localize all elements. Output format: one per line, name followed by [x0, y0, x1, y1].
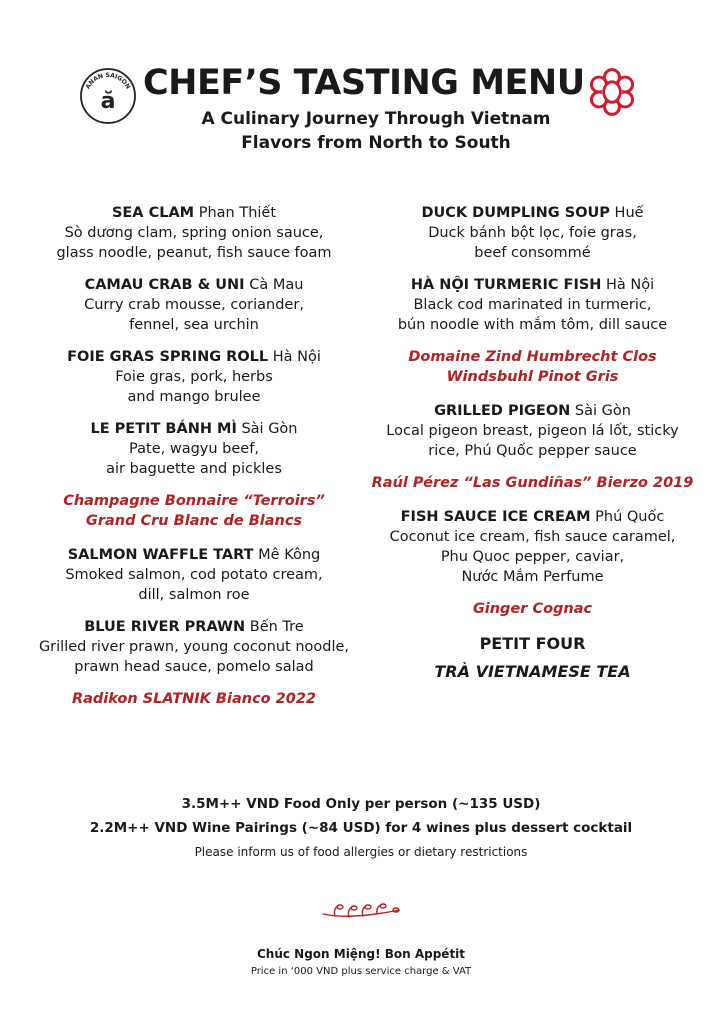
dish-fish-sauce-ice-cream [360, 507, 705, 587]
dish-desc: Coconut ice cream, fish sauce caramel, [389, 529, 676, 545]
dish-name: FISH SAUCE ICE CREAM [400, 509, 591, 525]
dish-desc: Nước Mắm Perfume [461, 569, 604, 585]
dish-name: GRILLED PIGEON [434, 403, 571, 419]
wine-pairing [360, 347, 705, 387]
dish-desc: Phu Quoc pepper, caviar, [440, 549, 625, 565]
dish-origin: Sài Gòn [574, 403, 631, 419]
dish-origin: Huế [614, 205, 644, 221]
dish-origin: Phú Quốc [595, 509, 665, 525]
dish-origin: Bến Tre [249, 619, 304, 635]
wine-pairing: Ginger Cognac [472, 601, 593, 617]
dish-desc: Smoked salmon, cod potato cream, [65, 567, 323, 583]
dish-desc: air baguette and pickles [106, 461, 282, 477]
wine-pairing [29, 491, 359, 531]
dish-river-prawn [29, 617, 359, 677]
dish-desc: Duck bánh bột lọc, foie gras, [428, 225, 637, 241]
dish-origin: Mê Kông [258, 547, 321, 563]
dish-camau-crab [29, 275, 359, 335]
logo-letter: ă [100, 89, 116, 114]
wine-line: Grand Cru Blanc de Blancs [85, 513, 303, 529]
dish-desc: rice, Phú Quốc pepper sauce [428, 443, 637, 459]
dish-turmeric-fish [360, 275, 705, 335]
petit-four: PETIT FOUR [479, 634, 586, 653]
bon-appetit: Chúc Ngon Miệng! Bon Appétit [256, 947, 466, 961]
dish-desc: and mango brulee [127, 389, 261, 405]
dish-desc: dill, salmon roe [138, 587, 250, 603]
dish-name: BLUE RIVER PRAWN [84, 619, 246, 635]
price-wine-pairing: 2.2M++ VND Wine Pairings (~84 USD) for 4 wines plus dessert cocktail [89, 820, 633, 836]
page-title: CHEF’S TASTING MENU [143, 63, 585, 103]
dish-salmon-tart [29, 545, 359, 605]
dish-origin: Cà Mau [249, 277, 304, 293]
dish-desc: glass noodle, peanut, fish sauce foam [56, 245, 332, 261]
subtitle-line-1: A Culinary Journey Through Vietnam [201, 109, 551, 129]
dish-origin: Hà Nội [606, 277, 655, 293]
dish-desc: Grilled river prawn, young coconut noodle, [38, 639, 350, 655]
dish-desc: fennel, sea urchin [129, 317, 259, 333]
menu-right-column [360, 203, 705, 683]
dish-origin: Phan Thiết [198, 205, 277, 221]
dish-grilled-pigeon [360, 401, 705, 461]
dish-desc: beef consommé [474, 245, 591, 261]
price-food: 3.5M++ VND Food Only per person (~135 USD) [181, 796, 541, 812]
dish-duck-dumpling [360, 203, 705, 263]
dish-desc: Curry crab mousse, coriander, [84, 297, 304, 313]
dish-desc: Black cod marinated in turmeric, [413, 297, 652, 313]
vietnamese-tea: TRÀ VIETNAMESE TEA [434, 662, 631, 681]
dish-desc: Pate, wagyu beef, [129, 441, 259, 457]
dish-desc: bún noodle with mắm tôm, dill sauce [397, 317, 668, 333]
dish-sea-clam [29, 203, 359, 263]
subtitle-line-2: Flavors from North to South [241, 133, 511, 153]
dish-name: DUCK DUMPLING SOUP [421, 205, 610, 221]
wine-line: Windsbuhl Pinot Gris [446, 369, 619, 385]
wine-pairing: Raúl Pérez “Las Gundiñas” Bierzo 2019 [371, 475, 694, 491]
dish-desc: Sò dương clam, spring onion sauce, [64, 225, 324, 241]
dish-name: LE PETIT BÁNH MÌ [90, 421, 237, 437]
dish-desc: prawn head sauce, pomelo salad [74, 659, 314, 675]
dish-name: SALMON WAFFLE TART [67, 547, 254, 563]
dish-name: CAMAU CRAB & UNI [84, 277, 245, 293]
dish-desc: Foie gras, pork, herbs [115, 369, 273, 385]
wine-line: Champagne Bonnaire “Terroirs” [63, 493, 325, 509]
dish-banh-mi [29, 419, 359, 479]
wine-line: Domaine Zind Humbrecht Clos [408, 349, 657, 365]
dish-origin: Sài Gòn [241, 421, 298, 437]
allergy-note: Please inform us of food allergies or dietary restrictions [194, 845, 528, 859]
logo-ring-text: ANAN SAIGON [84, 71, 132, 91]
dish-desc: Local pigeon breast, pigeon lá lốt, sticky [386, 423, 679, 439]
wine-pairing: Radikon SLATNIK Bianco 2022 [71, 691, 317, 707]
dish-name: SEA CLAM [111, 205, 195, 221]
dish-name: FOIE GRAS SPRING ROLL [67, 349, 269, 365]
menu-left-column [29, 203, 359, 723]
dish-foie-gras [29, 347, 359, 407]
price-note: Price in ‘000 VND plus service charge & VAT [250, 966, 472, 977]
branch-divider-icon [321, 900, 401, 922]
dish-origin: Hà Nội [272, 349, 321, 365]
dish-name: HÀ NỘI TURMERIC FISH [410, 277, 602, 293]
